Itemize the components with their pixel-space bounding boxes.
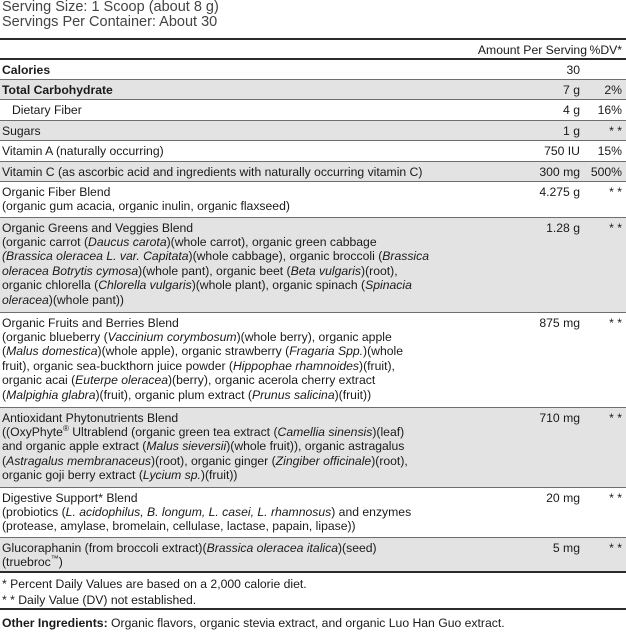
vitamin-c-row <box>0 162 626 182</box>
supplement-facts-panel <box>0 38 626 610</box>
dietary-fiber-amount: 4 g <box>563 103 580 117</box>
bottom-rule <box>0 608 626 610</box>
glucoraphanin-amount: 5 mg <box>552 541 580 555</box>
glucoraphanin-source: (truebroc™) <box>2 553 63 569</box>
greens-blend-label: Organic Greens and Veggies Blend <box>2 221 194 235</box>
digestive-blend-dv: * * <box>609 491 622 505</box>
calories-amount: 30 <box>566 63 580 77</box>
fiber-blend-row <box>0 182 626 218</box>
digestive-blend-row <box>0 488 626 538</box>
total-carbohydrate-row <box>0 80 626 100</box>
column-header-row <box>0 40 626 60</box>
antioxidant-blend-ingredients: ((OxyPhyte® Ultrablend (organic green tea extract (Camellia sinensis)(leaf) and organic apple extract (Malus sieversii)(whole fruit)), organic astragalus (Astragalus membranaceus)(root), organic ginger (Zingiber officinale)(root), organic goji berry extract (Lycium sp.)(fruit)) <box>2 423 408 483</box>
glucoraphanin-dv: * * <box>609 541 622 555</box>
dietary-fiber-label: Dietary Fiber <box>12 103 82 117</box>
fruits-blend-ingredients: (organic blueberry (Vaccinium corymbosum)(whole berry), organic apple (Malus domestica)(whole apple), organic strawberry (Fragaria Spp.)(whole fruit), organic sea-buckthorn juice powder (Hippophae rhamnoides)(fruit), organic acai (Euterpe oleracea)(berry), organic acerola cherry extract (Malpighia glabra)(fruit), organic plum extract (Prunus salicina)(fruit)) <box>2 330 404 402</box>
dietary-fiber-dv: 16% <box>597 103 622 117</box>
vitamin-a-row <box>0 141 626 162</box>
calories-row <box>0 60 626 80</box>
footnote-dv-not-established: * * Daily Value (DV) not established. <box>2 593 197 607</box>
sugars-label: Sugars <box>2 124 41 138</box>
sugars-row <box>0 121 626 141</box>
antioxidant-blend-dv: * * <box>609 411 622 425</box>
fiber-blend-dv: * * <box>609 185 622 199</box>
total-carbohydrate-label: Total Carbohydrate <box>2 83 113 97</box>
sugars-amount: 1 g <box>563 124 580 138</box>
total-carbohydrate-dv: 2% <box>604 83 622 97</box>
vitamin-a-label: Vitamin A (naturally occurring) <box>2 144 164 158</box>
vitamin-c-dv: 500% <box>590 165 622 179</box>
glucoraphanin-row <box>0 538 626 573</box>
sugars-dv: * * <box>609 124 622 138</box>
glucoraphanin-label: Glucoraphanin (from broccoli extract)(Brassica oleracea italica)(seed) <box>2 541 377 555</box>
fiber-blend-ingredients: (organic gum acacia, organic inulin, organic flaxseed) <box>2 199 290 213</box>
antioxidant-blend-amount: 710 mg <box>539 411 580 425</box>
footnote-percent-dv: * Percent Daily Values are based on a 2,000 calorie diet. <box>2 577 307 591</box>
greens-blend-dv: * * <box>609 221 622 235</box>
greens-blend-row <box>0 218 626 313</box>
digestive-blend-ingredients: (probiotics (L. acidophilus, B. longum, L. casei, L. rhamnosus) and enzymes (protease, amylase, bromelain, cellulase, lactase, papain, lipase)) <box>2 505 412 534</box>
digestive-blend-amount: 20 mg <box>546 491 580 505</box>
other-ingredients <box>2 616 505 630</box>
greens-blend-ingredients: (organic carrot (Daucus carota)(whole carrot), organic green cabbage (Brassica oleracea L. var. Capitata)(whole cabbage), organic broccoli (Brassica oleracea Botrytis cymosa)(whole pant), organic beet (Beta vulgaris)(root), organic chlorella (Chlorella vulgaris)(whole plant), organic spinach (Spinacia oleracea)(whole pant)) <box>2 235 429 307</box>
antioxidant-blend-row <box>0 408 626 488</box>
dv-column-header: %DV* <box>589 43 622 57</box>
greens-blend-amount: 1.28 g <box>546 221 580 235</box>
digestive-blend-label: Digestive Support* Blend <box>2 491 138 505</box>
fruits-blend-amount: 875 mg <box>539 316 580 330</box>
fruits-blend-row <box>0 313 626 408</box>
vitamin-a-dv: 15% <box>597 144 622 158</box>
calories-label: Calories <box>2 63 51 77</box>
other-ingredients-label: Other Ingredients: <box>2 616 108 630</box>
fiber-blend-label: Organic Fiber Blend <box>2 185 111 199</box>
amount-column-header: Amount Per Serving <box>477 43 587 57</box>
fiber-blend-amount: 4.275 g <box>539 185 580 199</box>
fruits-blend-dv: * * <box>609 316 622 330</box>
serving-size: Serving Size: 1 Scoop (about 8 g) <box>2 0 219 15</box>
dietary-fiber-row <box>0 100 626 121</box>
total-carbohydrate-amount: 7 g <box>563 83 580 97</box>
fruits-blend-label: Organic Fruits and Berries Blend <box>2 316 179 330</box>
servings-per-container: Servings Per Container: About 30 <box>2 14 218 30</box>
other-ingredients-text: Organic flavors, organic stevia extract, and organic Luo Han Guo extract. <box>107 616 505 630</box>
vitamin-c-amount: 300 mg <box>539 165 580 179</box>
vitamin-a-amount: 750 IU <box>544 144 580 158</box>
vitamin-c-label: Vitamin C (as ascorbic acid and ingredients with naturally occurring vitamin C) <box>2 165 423 179</box>
antioxidant-blend-label: Antioxidant Phytonutrients Blend <box>2 411 179 425</box>
